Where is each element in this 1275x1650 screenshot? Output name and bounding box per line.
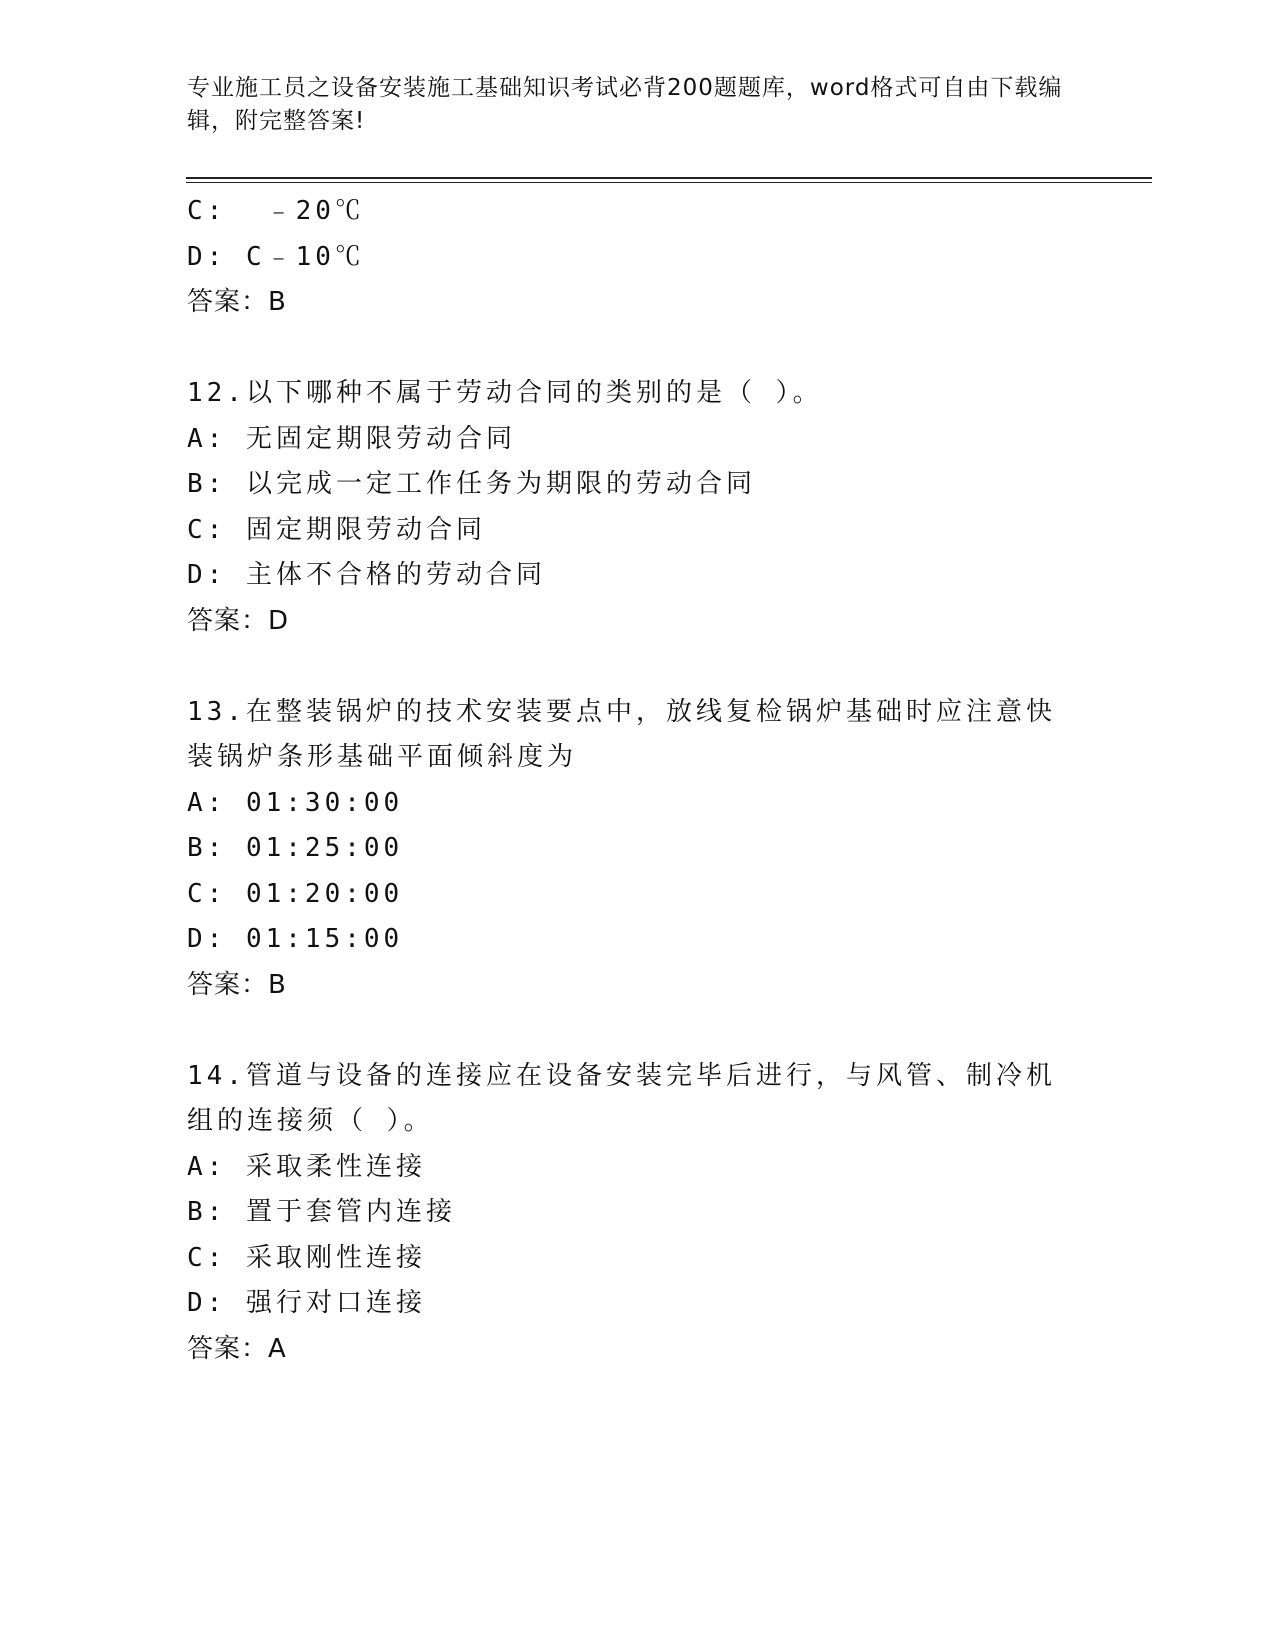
option-d: D: 强行对口连接: [187, 1288, 426, 1318]
answer-label: 答案：A: [187, 1333, 287, 1364]
question-12: [187, 371, 1087, 644]
header-divider-thick: [186, 177, 1152, 179]
option-c: C: 固定期限劳动合同: [187, 514, 486, 545]
question-stem: 12.以下哪种不属于劳动合同的类别的是（ ）。: [187, 378, 823, 408]
option-a: A: 无固定期限劳动合同: [187, 423, 516, 454]
option-b: B: 以完成一定工作任务为期限的劳动合同: [187, 469, 756, 499]
answer-label: 答案：D: [187, 605, 290, 636]
spacer: [187, 326, 1087, 372]
question-list: [187, 189, 1087, 1372]
option-b: B: 置于套管内连接: [187, 1197, 456, 1227]
option-a: A: 01:30:00: [187, 787, 404, 818]
answer-label: 答案：B: [187, 287, 287, 317]
option-d: D: C﹣10℃: [187, 241, 365, 272]
question-14: [187, 1054, 1087, 1373]
option-b: B: 01:25:00: [187, 833, 404, 863]
option-d: D: 01:15:00: [187, 924, 404, 954]
question-13: [187, 690, 1087, 1009]
spacer: [187, 644, 1087, 690]
option-c: C: 采取刚性连接: [187, 1242, 426, 1273]
option-c: C: 01:20:00: [187, 878, 404, 909]
question-stem: 14.管道与设备的连接应在设备安装完毕后进行，与风管、制冷机组的连接须（ ）。: [187, 1060, 1056, 1136]
header-divider-thin: [186, 182, 1152, 183]
option-a: A: 采取柔性连接: [187, 1151, 426, 1182]
page-header-title: 专业施工员之设备安装施工基础知识考试必背200题题库，word格式可自由下载编辑，附完整答案!: [187, 75, 1063, 134]
spacer: [187, 1008, 1087, 1054]
question-stem: 13.在整装锅炉的技术安装要点中，放线复检锅炉基础时应注意快装锅炉条形基础平面倾斜度为: [187, 696, 1056, 772]
answer-label: 答案：B: [187, 969, 287, 1000]
option-c: C: ﹣20℃: [187, 196, 365, 226]
question-11-continued: [187, 189, 1087, 326]
option-d: D: 主体不合格的劳动合同: [187, 560, 546, 590]
